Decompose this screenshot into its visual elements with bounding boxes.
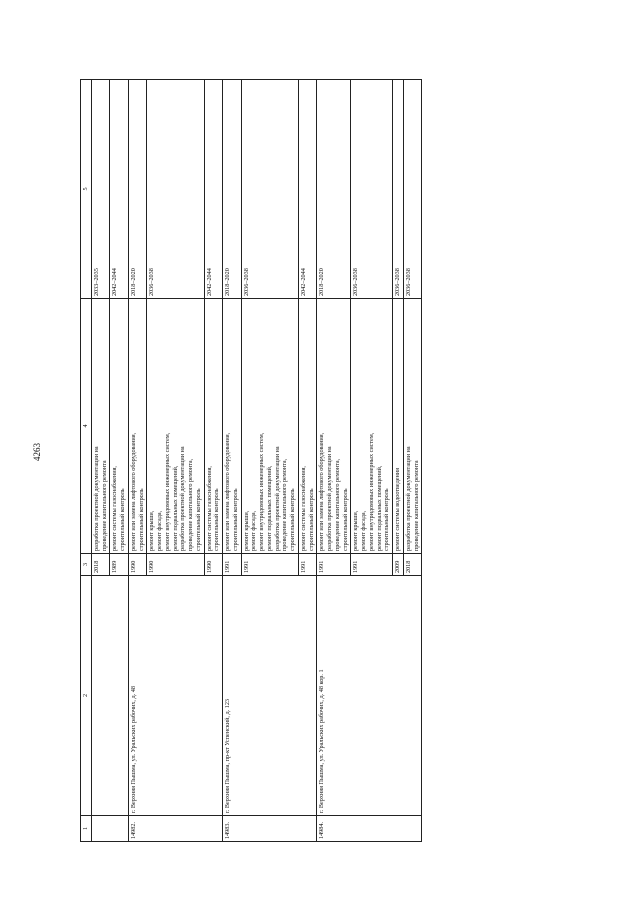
work-type-line: проведение капитального ремонта	[412, 460, 420, 551]
work-type-line: строительный контроль	[119, 488, 126, 551]
work-type-line: ремонт системы газоснабжения,	[205, 466, 213, 551]
year-value: 1991	[224, 560, 231, 573]
planned-period: 2018–2020	[223, 80, 242, 299]
table-row	[128, 80, 147, 842]
work-types-cell	[241, 299, 298, 554]
work-type-line: ремонт системы газоснабжения,	[299, 466, 307, 551]
year-value: 2009	[394, 560, 401, 573]
work-types-cell	[351, 299, 393, 554]
column-header: 4	[81, 299, 92, 554]
work-types-cell	[317, 299, 351, 554]
year-cell	[317, 554, 351, 576]
work-type-line: ремонт или замена лифтового оборудования,	[318, 432, 326, 551]
entry-number: 14982.	[128, 816, 222, 842]
work-type-line: ремонт системы водоотведения	[394, 468, 401, 551]
work-types-cell	[204, 299, 223, 554]
year-value: 1991	[352, 560, 360, 573]
planned-period: 2036–2038	[403, 80, 422, 299]
year-value: 1990	[148, 560, 156, 573]
work-types-cell	[223, 299, 242, 554]
building-address: г. Верхняя Пышма, ул. Уральских рабочих, д. 48 кор. 1	[317, 576, 422, 816]
year-value: 1991	[299, 560, 307, 573]
work-type-line: разработка проектной документации на	[92, 446, 100, 551]
work-type-line: ремонт внутридомовых инженерных систем,	[367, 432, 375, 551]
year-value: 1991	[318, 560, 326, 573]
year-cell	[147, 554, 204, 576]
work-type-line: разработка проектной документации на	[326, 446, 333, 551]
planned-period: 2036–2038	[241, 80, 298, 299]
planned-period: 2036–2038	[393, 80, 404, 299]
work-type-line: разработка проектной документации на	[179, 446, 187, 551]
work-types-cell	[128, 299, 147, 554]
building-address: г. Верхняя Пышма, пр-кт Успенский, д. 123	[223, 576, 317, 816]
year-value: 2018	[404, 560, 412, 573]
work-type-line: строительный контроль	[383, 488, 391, 551]
year-cell	[241, 554, 298, 576]
page-number: 4263	[32, 443, 42, 461]
year-cell	[351, 554, 393, 576]
work-type-line: ремонт подвальных помещений,	[265, 465, 273, 551]
column-header: 2	[81, 576, 92, 816]
work-type-line: ремонт системы газоснабжения,	[111, 466, 119, 551]
rotated-table-container	[80, 80, 600, 842]
work-types-cell	[403, 299, 422, 554]
year-value: 2018	[92, 560, 100, 573]
work-types-cell	[91, 299, 110, 554]
work-type-line: ремонт подвальных помещений,	[375, 465, 383, 551]
table-header-row	[81, 80, 92, 842]
work-type-line: ремонт внутридомовых инженерных систем,	[258, 432, 265, 551]
work-type-line: строительный контроль	[341, 488, 349, 551]
work-type-line: ремонт подвальных помещений,	[171, 465, 179, 551]
building-address	[91, 576, 128, 816]
planned-period: 2042–2044	[298, 80, 317, 299]
work-type-line: строительный контроль	[307, 488, 315, 551]
year-cell	[128, 554, 147, 576]
work-types-cell	[298, 299, 317, 554]
year-value: 1991	[242, 560, 250, 573]
work-type-line: проведение капитального ремонта,	[187, 458, 194, 551]
building-address: г. Верхняя Пышма, ул. Уральских рабочих, д. 48	[128, 576, 222, 816]
column-header: 3	[81, 554, 92, 576]
planned-period: 2042–2044	[110, 80, 129, 299]
repair-schedule-table	[80, 79, 422, 842]
table-row	[223, 80, 242, 842]
work-type-line: ремонт фасада,	[156, 510, 163, 551]
year-cell	[204, 554, 223, 576]
work-type-line: ремонт крыши,	[352, 510, 360, 551]
year-value: 1990	[129, 560, 137, 573]
work-types-cell	[110, 299, 129, 554]
column-header: 1	[81, 816, 92, 842]
work-type-line: строительный контроль	[213, 488, 221, 551]
work-type-line: строительный контроль	[231, 488, 239, 551]
year-value: 1989	[111, 560, 119, 573]
table-row	[91, 80, 110, 842]
planned-period: 2018–2020	[317, 80, 351, 299]
planned-period: 2036–2038	[351, 80, 393, 299]
work-type-line: ремонт или замена лифтового оборудования,	[224, 432, 231, 551]
entry-number	[91, 816, 128, 842]
year-value: 1990	[205, 560, 213, 573]
planned-period: 2033–2035	[91, 80, 110, 299]
year-cell	[403, 554, 422, 576]
planned-period: 2042–2044	[204, 80, 223, 299]
table-row	[317, 80, 351, 842]
work-type-line: проведение капитального ремонта,	[281, 458, 289, 551]
work-type-line: строительный контроль	[137, 488, 145, 551]
planned-period: 2018–2020	[128, 80, 147, 299]
work-type-line: ремонт крыши,	[148, 510, 156, 551]
work-type-line: ремонт крыши,	[242, 510, 250, 551]
work-type-line: разработка проектной документации на	[273, 446, 281, 551]
planned-period: 2036–2038	[147, 80, 204, 299]
year-cell	[393, 554, 404, 576]
work-type-line: ремонт внутридомовых инженерных систем,	[163, 432, 171, 551]
work-type-line: проведение капитального ремонта,	[333, 458, 341, 551]
work-type-line: ремонт фасада,	[360, 510, 367, 551]
work-type-line: строительный контроль	[194, 488, 202, 551]
entry-number: 14984.	[317, 816, 422, 842]
year-cell	[91, 554, 110, 576]
work-type-line: ремонт фасада,	[250, 510, 258, 551]
work-type-line: проведение капитального ремонта	[100, 460, 108, 551]
work-type-line: ремонт или замена лифтового оборудования,	[129, 432, 137, 551]
work-type-line: строительный контроль	[289, 488, 296, 551]
entry-number: 14983.	[223, 816, 317, 842]
table-body	[91, 80, 422, 842]
year-cell	[298, 554, 317, 576]
year-cell	[110, 554, 129, 576]
work-type-line: разработка проектной документации на	[404, 446, 412, 551]
column-header: 5	[81, 80, 92, 299]
work-types-cell	[147, 299, 204, 554]
work-types-cell	[393, 299, 404, 554]
year-cell	[223, 554, 242, 576]
